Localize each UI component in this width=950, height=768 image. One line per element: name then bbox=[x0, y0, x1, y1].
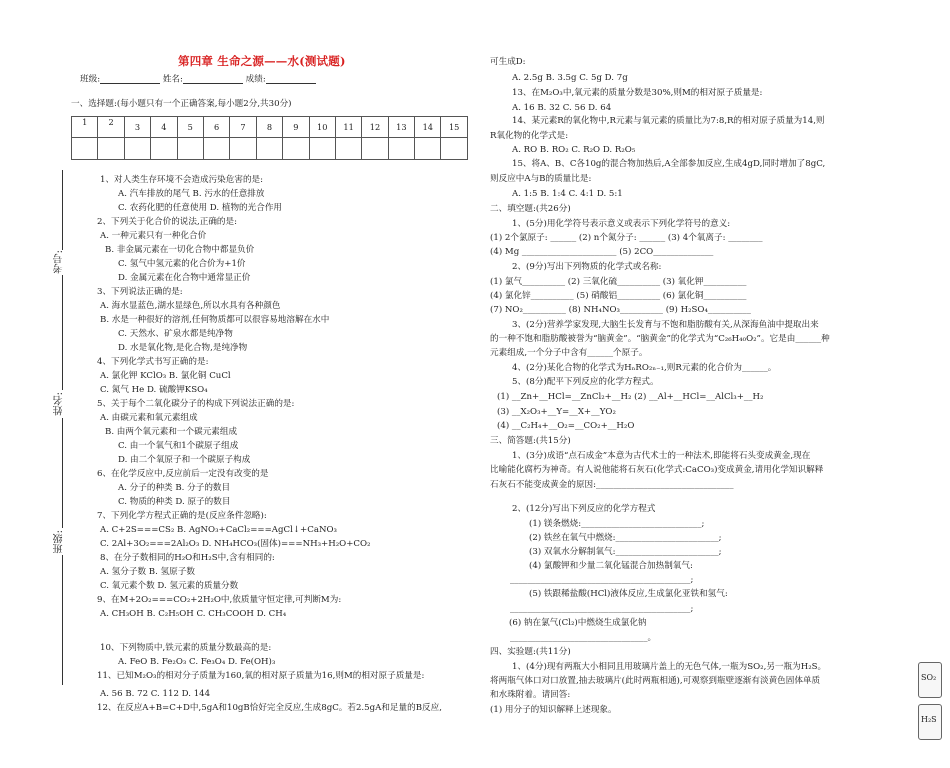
answer-number-cell: 6 bbox=[203, 117, 229, 138]
answer-cell[interactable] bbox=[203, 138, 229, 160]
answer-number-cell: 2 bbox=[98, 117, 124, 138]
left-text-line: A. 氯化钾 KClO₃ B. 氯化铜 CuCl bbox=[100, 371, 231, 381]
right-text-line: (5) 铁跟稀盐酸(HCl)液体反应,生成氯化亚铁和氢气: bbox=[529, 589, 728, 599]
answer-cell[interactable] bbox=[230, 138, 256, 160]
right-text-line: A. 16 B. 32 C. 56 D. 64 bbox=[512, 103, 612, 113]
right-text-line: 比喻能化腐朽为神奇。有人说他能将石灰石(化学式:CaCO₃)变成黄金,请用化学知识解释 bbox=[490, 465, 824, 475]
side-label-name: 姓名: bbox=[54, 392, 65, 416]
right-text-line: (1) __Zn+__HCl=__ZnCl₂+__H₂ (2) __Al+__HCl=__AlCl₃+__H₂ bbox=[497, 392, 764, 402]
right-text-line: (4) Mg ______________________ (5) 2CO______________ bbox=[490, 247, 714, 257]
binding-line bbox=[62, 170, 63, 250]
answer-cell[interactable] bbox=[283, 138, 309, 160]
right-text-line: ________________________________。 bbox=[510, 633, 657, 643]
right-text-line: 1、(3分)成语“点石成金”本意为古代术士的一种法术,即能将石头变成黄金,现在 bbox=[512, 451, 811, 461]
answer-cell[interactable] bbox=[98, 138, 124, 160]
answer-number-cell: 4 bbox=[151, 117, 177, 138]
right-text-line: 13、在M₂O₃中,氧元素的质量分数是30%,则M的相对原子质量是: bbox=[512, 88, 763, 98]
left-text-line: 3、下列说法正确的是: bbox=[97, 287, 183, 297]
right-text-line: 1、(5分)用化学符号表示意义或表示下列化学符号的意义: bbox=[512, 219, 731, 229]
left-text-line: D. 金属元素在化合物中通常显正价 bbox=[118, 273, 251, 283]
answer-cell[interactable] bbox=[256, 138, 282, 160]
left-text-line: 10、下列物质中,铁元素的质量分数最高的是: bbox=[100, 643, 272, 653]
right-text-line: (4) __C₂H₄+__O₂=__CO₂+__H₂O bbox=[497, 421, 635, 431]
left-text-line: 7、下列化学方程式正确的是(反应条件忽略): bbox=[97, 511, 267, 521]
right-text-line: __________________________________________; bbox=[510, 575, 694, 585]
left-text-line: 1、对人类生存环境不会造成污染危害的是: bbox=[100, 175, 264, 185]
right-text-line: 则反应中A与B的质量比是: bbox=[490, 174, 592, 184]
left-text-line: 6、在化学反应中,反应前后一定没有改变的是 bbox=[97, 469, 269, 479]
left-text-line: B. 非金属元素在一切化合物中都显负价 bbox=[105, 245, 255, 255]
right-text-line: 将两瓶气体口对口放置,抽去玻璃片(此时两瓶相通),可观察到瓶壁逐渐有淡黄色固体单质 bbox=[490, 676, 821, 686]
name-label: 姓名: bbox=[162, 74, 183, 85]
answer-cell[interactable] bbox=[362, 138, 388, 160]
right-text-line: R氧化物的化学式是: bbox=[490, 131, 569, 141]
h2s-label: H₂S bbox=[921, 715, 937, 724]
right-text-line: 5、(8分)配平下列反应的化学方程式。 bbox=[512, 377, 659, 387]
right-text-line: 14、某元素R的氧化物中,R元素与氧元素的质量比为7:8,R的相对原子质量为14,则 bbox=[512, 116, 825, 126]
answer-cell[interactable] bbox=[124, 138, 150, 160]
right-text-line: 4、(2分)某化合物的化学式为HₙRO₂ₙ₋₁,则R元素的化合价为______。 bbox=[512, 363, 777, 373]
left-text-line: C. 农药化肥的任意使用 D. 植物的光合作用 bbox=[118, 203, 283, 213]
answer-number-cell: 7 bbox=[230, 117, 256, 138]
right-text-line: (1) 镁条燃烧:____________________________; bbox=[529, 519, 705, 529]
left-text-line: C. 由一个氧气和1个碳原子组成 bbox=[118, 441, 239, 451]
right-text-line: 3、(2分)营养学家发现,大脑生长发育与不饱和脂肪酸有关,从深海鱼油中提取出来 bbox=[512, 320, 819, 330]
right-text-line: 2、(9分)写出下列物质的化学式或名称: bbox=[512, 262, 662, 272]
section1-heading: 一、选择题:(每小题只有一个正确答案,每小题2分,共30分) bbox=[71, 99, 292, 109]
answer-number-cell: 10 bbox=[309, 117, 335, 138]
left-text-line: B. 水是一种很好的溶剂,任何物质都可以很容易地溶解在水中 bbox=[100, 315, 330, 325]
right-text-line: 的一种不饱和脂肪酸被誉为“脑黄金”。“脑黄金”的化学式为“C₂₆H₄₀O₂”。它是由______种 bbox=[490, 334, 830, 344]
left-text-line: A. FeO B. Fe₂O₃ C. Fe₃O₄ D. Fe(OH)₃ bbox=[118, 657, 276, 667]
right-text-line: 石灰石不能变成黄金的原因:________________________________ bbox=[490, 480, 734, 490]
right-text-line: 元素组成,一个分子中含有______个原子。 bbox=[490, 348, 648, 358]
answer-number-cell: 1 bbox=[72, 117, 98, 138]
right-text-line: 15、将A、B、C各10g的混合物加热后,A全部参加反应,生成4gD,同时增加了8gC, bbox=[512, 159, 826, 169]
answer-number-row bbox=[72, 117, 468, 138]
left-text-line: A. 56 B. 72 C. 112 D. 144 bbox=[100, 689, 211, 699]
score-blank bbox=[266, 74, 316, 84]
class-label: 班级: bbox=[80, 74, 101, 85]
left-text-line: B. 由两个氧元素和一个碳元素组成 bbox=[105, 427, 238, 437]
left-text-line: C. 氮气 He D. 硫酸钾KSO₄ bbox=[100, 385, 208, 395]
answer-cell[interactable] bbox=[415, 138, 441, 160]
left-text-line: 12、在反应A+B=C+D中,5gA和10gB恰好完全反应,生成8gC。若2.5gA和足量的B反应, bbox=[97, 703, 442, 713]
right-text-line: A. 1:5 B. 1:4 C. 4:1 D. 5:1 bbox=[512, 189, 623, 199]
side-label-exam-no: 考号: bbox=[54, 250, 65, 274]
right-text-line: A. RO B. RO₂ C. R₂O D. R₂O₅ bbox=[512, 145, 636, 155]
left-text-line: 2、下列关于化合价的说法,正确的是: bbox=[97, 217, 238, 227]
right-text-line: (3) 双氧水分解制氧气:________________________; bbox=[529, 547, 722, 557]
answer-table bbox=[71, 116, 468, 160]
answer-cell[interactable] bbox=[388, 138, 414, 160]
right-text-line: 四、实验题:(共11分) bbox=[490, 647, 571, 657]
right-text-line: (3) __X₂O₃+__Y=__X+__YO₂ bbox=[497, 407, 616, 417]
left-text-line: 9、在M+2O₂===CO₂+2H₂O中,依质量守恒定律,可判断M为: bbox=[97, 595, 342, 605]
left-text-line: C. 2Al+3O₂===2Al₂O₃ D. NH₄HCO₃(固体)===NH₃+H₂O+CO₂ bbox=[100, 539, 371, 549]
right-text-line: (1) 2个氯原子: ______ (2) n个氮分子: ______ (3) 4个氧离子: ________ bbox=[490, 233, 763, 243]
left-text-line: A. 海水显蓝色,湖水显绿色,所以水具有各种颜色 bbox=[100, 301, 281, 311]
answer-number-cell: 12 bbox=[362, 117, 388, 138]
answer-number-cell: 15 bbox=[441, 117, 467, 138]
left-text-line: C. 氧元素个数 D. 氢元素的质量分数 bbox=[100, 581, 239, 591]
left-text-line: 11、已知M₂O₃的相对分子质量为160,氧的相对原子质量为16,则M的相对原子质量是: bbox=[97, 671, 425, 681]
right-text-line: 二、填空题:(共26分) bbox=[490, 204, 571, 214]
left-text-line: D. 水是氧化物,是化合物,是纯净物 bbox=[118, 343, 248, 353]
left-text-line: C. 天然水、矿泉水都是纯净物 bbox=[118, 329, 233, 339]
score-label: 成绩: bbox=[245, 74, 266, 85]
answer-number-cell: 13 bbox=[388, 117, 414, 138]
header-fields bbox=[80, 74, 316, 84]
right-text-line: (4) 氯酸钾和少量二氧化锰混合加热制氧气: bbox=[529, 561, 693, 571]
answer-number-cell: 3 bbox=[124, 117, 150, 138]
left-text-line: D. 由二个氧原子和一个碳原子构成 bbox=[118, 455, 251, 465]
right-text-line: 1、(4分)现有两瓶大小相同且用玻璃片盖上的无色气体,一瓶为SO₂,另一瓶为H₂S。 bbox=[512, 662, 827, 672]
left-text-line: A. 由碳元素和氧元素组成 bbox=[100, 413, 198, 423]
answer-input-row bbox=[72, 138, 468, 160]
right-text-line: (2) 铁丝在氧气中燃烧:________________________; bbox=[529, 533, 722, 543]
side-label-class: 班级: bbox=[54, 530, 65, 554]
right-text-line: 可生成D: bbox=[490, 57, 526, 67]
name-blank bbox=[183, 74, 243, 84]
answer-cell[interactable] bbox=[441, 138, 467, 160]
left-text-line: A. C+2S===CS₂ B. AgNO₃+CaCl₂===AgCl↓+CaNO₃ bbox=[100, 525, 337, 535]
answer-number-cell: 8 bbox=[256, 117, 282, 138]
right-text-line: A. 2.5g B. 3.5g C. 5g D. 7g bbox=[512, 73, 628, 83]
answer-cell[interactable] bbox=[309, 138, 335, 160]
right-text-line: (4) 氯化锌__________ (5) 硝酸铝__________ (6) 氯化铜__________ bbox=[490, 291, 747, 301]
left-text-line: 8、在分子数相同的H₂O和H₂S中,含有相同的: bbox=[100, 553, 275, 563]
right-text-line: 三、简答题:(共15分) bbox=[490, 436, 571, 446]
right-text-line: (7) NO₂__________ (8) NH₄NO₃__________ (9) H₂SO₄__________ bbox=[490, 305, 751, 315]
left-text-line: C. 物质的种类 D. 原子的数目 bbox=[118, 497, 231, 507]
binding-line bbox=[62, 275, 63, 390]
binding-line bbox=[62, 555, 63, 685]
answer-cell[interactable] bbox=[151, 138, 177, 160]
left-text-line: A. 一种元素只有一种化合价 bbox=[100, 231, 207, 241]
right-text-line: 2、(12分)写出下列反应的化学方程式 bbox=[512, 504, 656, 514]
answer-cell[interactable] bbox=[177, 138, 203, 160]
left-text-line: A. 氢分子数 B. 氢原子数 bbox=[100, 567, 195, 577]
right-text-line: (1) 氯气__________ (2) 三氧化硫__________ (3) 氧化钾__________ bbox=[490, 277, 747, 287]
answer-cell[interactable] bbox=[72, 138, 98, 160]
so2-label: SO₂ bbox=[921, 673, 937, 682]
left-text-line: 5、关于每个二氧化碳分子的构成下列说法正确的是: bbox=[97, 399, 295, 409]
answer-number-cell: 11 bbox=[335, 117, 361, 138]
left-text-line: A. CH₃OH B. C₂H₅OH C. CH₃COOH D. CH₄ bbox=[100, 609, 287, 619]
right-text-line: (1) 用分子的知识解释上述现象。 bbox=[490, 705, 617, 715]
left-text-line: 4、下列化学式书写正确的是: bbox=[97, 357, 209, 367]
answer-cell[interactable] bbox=[335, 138, 361, 160]
left-text-line: A. 分子的种类 B. 分子的数目 bbox=[118, 483, 231, 493]
answer-number-cell: 9 bbox=[283, 117, 309, 138]
page-title: 第四章 生命之源——水(测试题) bbox=[178, 54, 346, 68]
right-text-line: 和水珠附着。请回答: bbox=[490, 690, 571, 700]
class-blank bbox=[100, 74, 160, 84]
answer-number-cell: 14 bbox=[415, 117, 441, 138]
binding-line bbox=[62, 418, 63, 528]
left-text-line: C. 氢气中氢元素的化合价为+1价 bbox=[118, 259, 246, 269]
answer-number-cell: 5 bbox=[177, 117, 203, 138]
left-text-line: A. 汽车排放的尾气 B. 污水的任意排放 bbox=[118, 189, 265, 199]
right-text-line: __________________________________________; bbox=[510, 604, 694, 614]
right-text-line: (6) 钠在氯气(Cl₂)中燃烧生成氯化钠 bbox=[509, 618, 647, 628]
